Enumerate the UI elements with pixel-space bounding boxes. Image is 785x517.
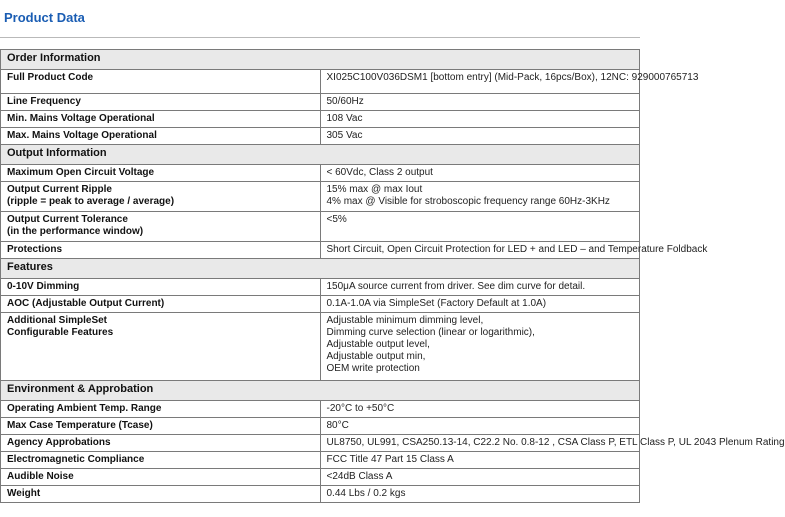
table-row bbox=[1, 242, 640, 259]
row-label-line: Audible Noise bbox=[7, 471, 74, 482]
row-label bbox=[1, 486, 321, 503]
row-label bbox=[1, 435, 321, 452]
section-header bbox=[1, 145, 640, 165]
row-value bbox=[320, 296, 640, 313]
row-value-line: 0.1A-1.0A via SimpleSet (Factory Default at 1.0A) bbox=[326, 298, 547, 309]
row-value bbox=[320, 313, 640, 381]
title-divider bbox=[0, 37, 640, 38]
section-header bbox=[1, 381, 640, 401]
row-value bbox=[320, 469, 640, 486]
row-label bbox=[1, 212, 321, 242]
row-value-line: <24dB Class A bbox=[326, 471, 393, 482]
section-header bbox=[1, 50, 640, 70]
row-value bbox=[320, 182, 640, 212]
row-label bbox=[1, 165, 321, 182]
row-label-line: Maximum Open Circuit Voltage bbox=[7, 167, 155, 178]
product-data-table bbox=[0, 49, 785, 503]
row-value bbox=[320, 401, 640, 418]
row-value bbox=[320, 418, 640, 435]
row-label bbox=[1, 94, 321, 111]
row-value-line: Dimming curve selection (linear or logarithmic), bbox=[326, 327, 535, 338]
row-label bbox=[1, 452, 321, 469]
row-label-line: Max. Mains Voltage Operational bbox=[7, 130, 157, 141]
table-row bbox=[1, 452, 640, 469]
row-label bbox=[1, 111, 321, 128]
row-value bbox=[320, 165, 640, 182]
row-label-line: Min. Mains Voltage Operational bbox=[7, 113, 155, 124]
section-title: Environment & Approbation bbox=[1, 381, 640, 401]
product-data-table-body bbox=[1, 50, 785, 503]
table-row bbox=[1, 296, 640, 313]
row-label bbox=[1, 128, 321, 145]
row-value-line: Short Circuit, Open Circuit Protection for LED + and LED – and Temperature Foldback bbox=[326, 244, 708, 255]
row-label-line: 0-10V Dimming bbox=[7, 281, 80, 292]
row-value-line: OEM write protection bbox=[326, 363, 420, 374]
table-row bbox=[1, 212, 640, 242]
row-value-line: 15% max @ max Iout bbox=[326, 184, 423, 195]
section-header bbox=[1, 259, 640, 279]
table-row bbox=[1, 128, 640, 145]
row-value bbox=[320, 435, 785, 452]
row-label-line: Additional SimpleSet bbox=[7, 315, 108, 326]
section-title: Output Information bbox=[1, 145, 640, 165]
table-row bbox=[1, 313, 640, 381]
page-title: Product Data bbox=[4, 10, 85, 25]
row-value-line: 108 Vac bbox=[326, 113, 363, 124]
table-row bbox=[1, 401, 640, 418]
table-row bbox=[1, 486, 640, 503]
row-label-line: Line Frequency bbox=[7, 96, 81, 107]
row-value bbox=[320, 111, 640, 128]
row-label-line: Configurable Features bbox=[7, 327, 114, 338]
row-value-line: <5% bbox=[326, 214, 347, 225]
row-value-line: < 60Vdc, Class 2 output bbox=[326, 167, 433, 178]
row-value bbox=[320, 242, 708, 259]
table-row bbox=[1, 111, 640, 128]
row-value bbox=[320, 70, 699, 94]
row-label bbox=[1, 469, 321, 486]
table-row bbox=[1, 435, 640, 452]
row-value-line: 50/60Hz bbox=[326, 96, 364, 107]
row-label-line: (ripple = peak to average / average) bbox=[7, 196, 175, 207]
row-label-line: Weight bbox=[7, 488, 41, 499]
row-label-line: Output Current Ripple bbox=[7, 184, 112, 195]
table-row bbox=[1, 279, 640, 296]
row-label bbox=[1, 182, 321, 212]
row-label bbox=[1, 296, 321, 313]
row-label bbox=[1, 242, 321, 259]
table-row bbox=[1, 418, 640, 435]
row-value bbox=[320, 94, 640, 111]
row-label bbox=[1, 313, 321, 381]
row-label-line: Output Current Tolerance bbox=[7, 214, 128, 225]
row-value-line: Adjustable output min, bbox=[326, 351, 426, 362]
row-value-line: 80°C bbox=[326, 420, 349, 431]
row-value-line: UL8750, UL991, CSA250.13-14, C22.2 No. 0.8-12 , CSA Class P, ETL Class P, UL 2043 Plenum Rating bbox=[326, 437, 785, 448]
section-title: Order Information bbox=[1, 50, 640, 70]
table-row bbox=[1, 70, 640, 94]
row-value bbox=[320, 279, 640, 296]
table-row bbox=[1, 94, 640, 111]
row-value bbox=[320, 486, 640, 503]
section-title: Features bbox=[1, 259, 640, 279]
row-value bbox=[320, 452, 640, 469]
row-label-line: Operating Ambient Temp. Range bbox=[7, 403, 162, 414]
row-label-line: Electromagnetic Compliance bbox=[7, 454, 145, 465]
table-row bbox=[1, 182, 640, 212]
row-value-line: Adjustable minimum dimming level, bbox=[326, 315, 484, 326]
row-value-line: -20°C to +50°C bbox=[326, 403, 395, 414]
row-label bbox=[1, 401, 321, 418]
row-value-line: XI025C100V036DSM1 [bottom entry] (Mid-Pack, 16pcs/Box), 12NC: 929000765713 bbox=[326, 72, 699, 83]
row-label-line: (in the performance window) bbox=[7, 226, 144, 237]
row-value bbox=[320, 212, 640, 242]
table-row bbox=[1, 165, 640, 182]
row-value-line: Adjustable output level, bbox=[326, 339, 430, 350]
row-value bbox=[320, 128, 640, 145]
row-label bbox=[1, 70, 321, 94]
row-label-line: Agency Approbations bbox=[7, 437, 111, 448]
row-label-line: AOC (Adjustable Output Current) bbox=[7, 298, 165, 309]
row-label bbox=[1, 418, 321, 435]
row-label bbox=[1, 279, 321, 296]
row-value-line: FCC Title 47 Part 15 Class A bbox=[326, 454, 454, 465]
row-value-line: 0.44 Lbs / 0.2 kgs bbox=[326, 488, 406, 499]
row-label-line: Protections bbox=[7, 244, 63, 255]
row-label-line: Max Case Temperature (Tcase) bbox=[7, 420, 153, 431]
row-value-line: 150μA source current from driver. See dim curve for detail. bbox=[326, 281, 586, 292]
row-value-line: 305 Vac bbox=[326, 130, 363, 141]
row-label-line: Full Product Code bbox=[7, 72, 94, 83]
table-row bbox=[1, 469, 640, 486]
row-value-line: 4% max @ Visible for stroboscopic frequency range 60Hz-3KHz bbox=[326, 196, 610, 207]
